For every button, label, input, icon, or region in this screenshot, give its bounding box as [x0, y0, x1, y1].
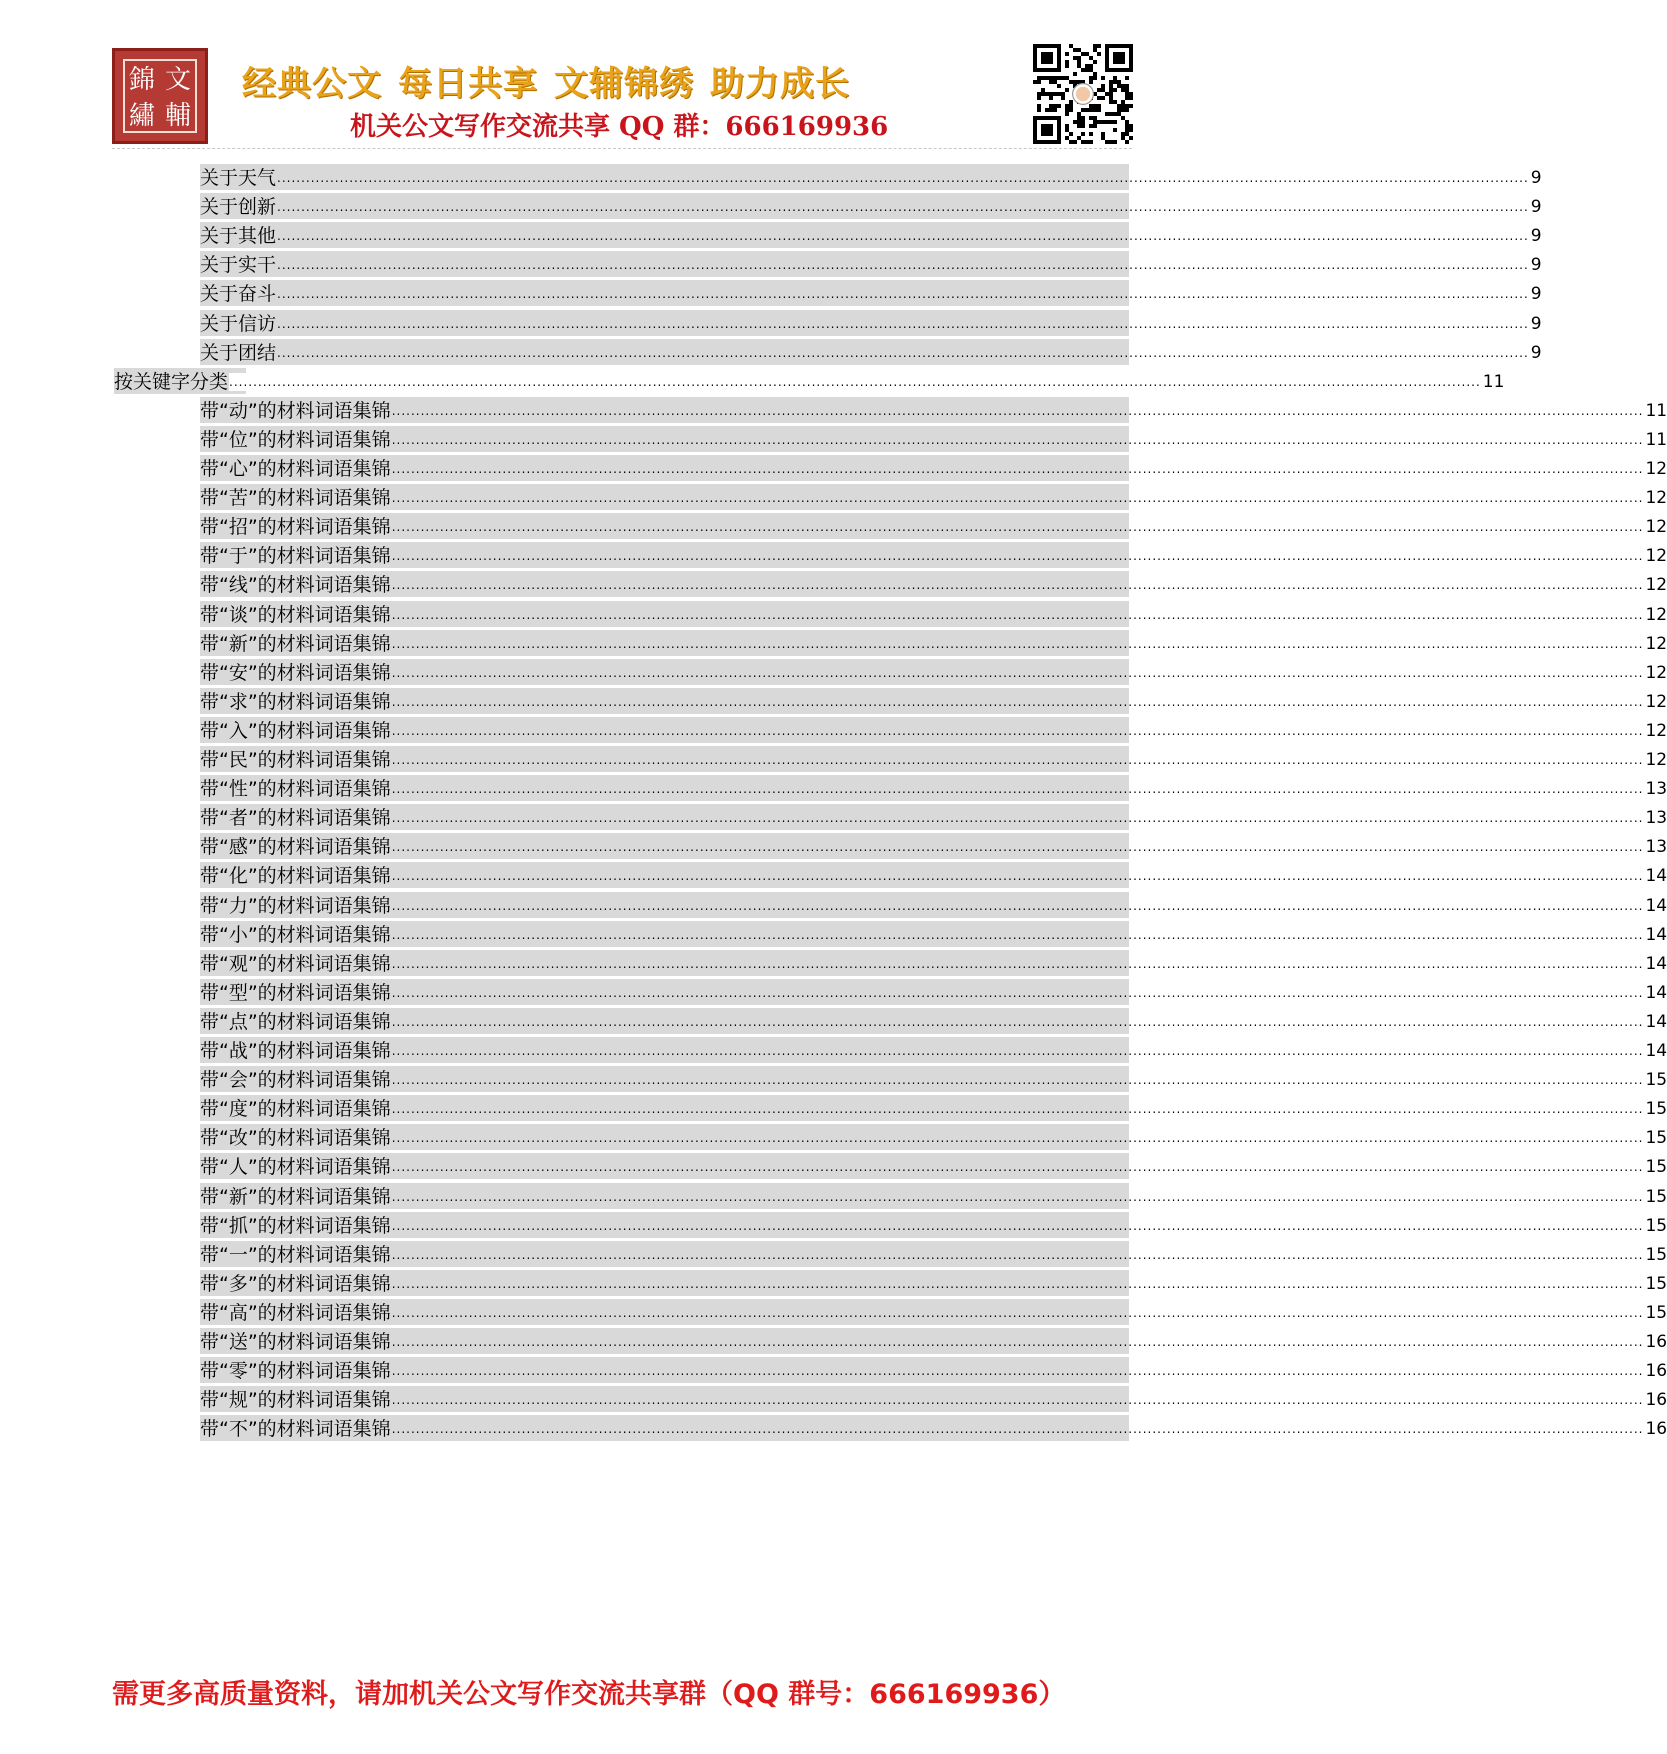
header-slogan	[242, 56, 866, 105]
toc-entry-title: 带“型”的材料词语集锦	[200, 982, 391, 1004]
toc-entry[interactable]	[200, 1241, 1667, 1267]
toc-entry[interactable]	[200, 601, 1667, 627]
toc-entry[interactable]	[200, 280, 1542, 306]
toc-entry-title: 关于天气	[200, 167, 277, 189]
toc-entry-page: 12	[1645, 663, 1667, 683]
toc-entry[interactable]	[200, 717, 1667, 743]
toc-entry-page: 12	[1645, 750, 1667, 770]
toc-entry[interactable]	[200, 484, 1667, 510]
toc-entry-page: 9	[1530, 343, 1542, 363]
toc-entry-title: 带“求”的材料词语集锦	[200, 691, 391, 713]
toc-entry[interactable]	[200, 1270, 1667, 1296]
toc-entry-page: 16	[1645, 1361, 1667, 1381]
toc-entry-page: 16	[1645, 1332, 1667, 1352]
header-qq-line: 机关公文写作交流共享 QQ 群：666169936	[350, 112, 889, 142]
toc-entry-title: 带“线”的材料词语集锦	[200, 574, 391, 596]
toc-entry[interactable]	[200, 921, 1667, 947]
toc-entry-title: 带“点”的材料词语集锦	[200, 1011, 391, 1033]
toc-entry-page: 15	[1645, 1274, 1667, 1294]
toc-entry-page: 15	[1645, 1099, 1667, 1119]
toc-entry[interactable]	[200, 746, 1667, 772]
toc-leader-dots: ....................................................................................................................................................................................................................................................................	[391, 637, 1644, 651]
toc-entry-page: 12	[1645, 517, 1667, 537]
toc-entry[interactable]	[200, 833, 1667, 859]
toc-leader-dots: ....................................................................................................................................................................................................................................................................	[391, 1160, 1644, 1174]
toc-entry-title: 带“化”的材料词语集锦	[200, 865, 391, 887]
toc-entry-title: 带“不”的材料词语集锦	[200, 1418, 391, 1440]
toc-entry-page: 12	[1645, 488, 1667, 508]
toc-entry-page: 13	[1645, 779, 1667, 799]
toc-entry-title: 带“人”的材料词语集锦	[200, 1156, 391, 1178]
toc-leader-dots: ....................................................................................................................................................................................................................................................................	[391, 608, 1644, 622]
toc-entry[interactable]	[200, 1153, 1667, 1179]
toc-entry-page: 12	[1645, 546, 1667, 566]
toc-entry-title: 带“会”的材料词语集锦	[200, 1069, 391, 1091]
toc-entry[interactable]	[200, 310, 1542, 336]
toc-entry-page: 13	[1645, 837, 1667, 857]
logo	[112, 48, 208, 144]
toc-entry[interactable]	[200, 688, 1667, 714]
toc-entry-title: 带“入”的材料词语集锦	[200, 720, 391, 742]
toc-entry[interactable]	[200, 1095, 1667, 1121]
toc-entry-title: 带“零”的材料词语集锦	[200, 1360, 391, 1382]
slogan-part: 每日共享	[398, 64, 538, 104]
toc-entry-title: 带“于”的材料词语集锦	[200, 545, 391, 567]
toc-entry-page: 12	[1645, 575, 1667, 595]
toc-entry-title: 带“改”的材料词语集锦	[200, 1127, 391, 1149]
toc-entry[interactable]	[200, 455, 1667, 481]
toc-leader-dots: ....................................................................................................................................................................................................................................................................	[391, 928, 1644, 942]
toc-entry-page: 15	[1645, 1157, 1667, 1177]
toc-entry[interactable]	[200, 397, 1667, 423]
toc-leader-dots: ....................................................................................................................................................................................................................................................................	[391, 840, 1644, 854]
toc-entry-title: 带“感”的材料词语集锦	[200, 836, 391, 858]
toc-leader-dots: ....................................................................................................................................................................................................................................................................	[391, 1190, 1644, 1204]
toc-entry[interactable]	[200, 222, 1542, 248]
toc-entry-title: 带“一”的材料词语集锦	[200, 1244, 391, 1266]
toc-leader-dots: ....................................................................................................................................................................................................................................................................	[391, 753, 1644, 767]
toc-entry[interactable]	[200, 1212, 1667, 1238]
toc-entry-page: 15	[1645, 1216, 1667, 1236]
toc-entry[interactable]	[200, 339, 1542, 365]
toc-entry-page: 12	[1645, 634, 1667, 654]
toc-entry[interactable]	[200, 164, 1542, 190]
toc-entry[interactable]	[114, 368, 1505, 394]
toc-entry-title: 关于信访	[200, 313, 277, 335]
toc-entry-title: 带“度”的材料词语集锦	[200, 1098, 391, 1120]
toc-entry[interactable]	[200, 950, 1667, 976]
toc-entry-page: 11	[1482, 372, 1505, 392]
toc-entry[interactable]	[200, 862, 1667, 888]
toc-entry-page: 9	[1530, 226, 1542, 246]
toc-entry-page: 15	[1645, 1187, 1667, 1207]
toc-entry-title: 带“动”的材料词语集锦	[200, 400, 391, 422]
toc-leader-dots: ....................................................................................................................................................................................................................................................................	[391, 1219, 1644, 1233]
toc-entry-page: 14	[1645, 925, 1667, 945]
footer-note: 需更多高质量资料，请加机关公文写作交流共享群（QQ 群号：666169936）	[112, 1679, 1066, 1710]
toc-entry-title: 关于奋斗	[200, 283, 277, 305]
toc-entry[interactable]	[200, 1328, 1667, 1354]
toc-entry[interactable]	[200, 630, 1667, 656]
toc-entry[interactable]	[200, 979, 1667, 1005]
toc-entry-page: 9	[1530, 168, 1542, 188]
toc-entry-page: 16	[1645, 1390, 1667, 1410]
toc-leader-dots: ....................................................................................................................................................................................................................................................................	[391, 404, 1644, 418]
toc-entry-page: 9	[1530, 197, 1542, 217]
toc-entry-title: 带“民”的材料词语集锦	[200, 749, 391, 771]
toc-entry[interactable]	[200, 1183, 1667, 1209]
toc-entry-title: 带“心”的材料词语集锦	[200, 458, 391, 480]
toc-leader-dots: ....................................................................................................................................................................................................................................................................	[391, 1277, 1644, 1291]
toc-entry[interactable]	[200, 659, 1667, 685]
toc-leader-dots: ....................................................................................................................................................................................................................................................................	[391, 462, 1644, 476]
toc-leader-dots: ....................................................................................................................................................................................................................................................................	[229, 375, 1481, 389]
toc-entry-page: 9	[1530, 284, 1542, 304]
toc-entry-title: 带“力”的材料词语集锦	[200, 895, 391, 917]
toc-leader-dots: ....................................................................................................................................................................................................................................................................	[391, 666, 1644, 680]
toc-entry-title: 带“规”的材料词语集锦	[200, 1389, 391, 1411]
logo-char: 輔	[164, 101, 191, 131]
toc-entry[interactable]	[200, 1299, 1667, 1325]
toc-entry-page: 15	[1645, 1070, 1667, 1090]
toc-entry-title: 带“者”的材料词语集锦	[200, 807, 391, 829]
toc-entry[interactable]	[200, 775, 1667, 801]
toc-leader-dots: ....................................................................................................................................................................................................................................................................	[391, 1422, 1644, 1436]
toc-leader-dots: ....................................................................................................................................................................................................................................................................	[391, 899, 1644, 913]
toc-entry-title: 带“安”的材料词语集锦	[200, 662, 391, 684]
toc-entry-title: 关于创新	[200, 196, 277, 218]
toc-entry-page: 14	[1645, 983, 1667, 1003]
toc-entry-page: 16	[1645, 1419, 1667, 1439]
toc-entry[interactable]	[200, 571, 1667, 597]
toc-leader-dots: ....................................................................................................................................................................................................................................................................	[391, 957, 1644, 971]
toc-leader-dots: ....................................................................................................................................................................................................................................................................	[391, 1044, 1644, 1058]
toc-leader-dots: ....................................................................................................................................................................................................................................................................	[277, 171, 1529, 185]
slogan-part: 经典公文	[242, 64, 382, 104]
page-header	[112, 44, 1132, 150]
toc-entry-title: 带“小”的材料词语集锦	[200, 924, 391, 946]
toc-entry-title: 带“观”的材料词语集锦	[200, 953, 391, 975]
toc-entry-page: 14	[1645, 896, 1667, 916]
toc-leader-dots: ....................................................................................................................................................................................................................................................................	[391, 1131, 1644, 1145]
qr-code-icon	[1033, 44, 1133, 144]
toc-leader-dots: ....................................................................................................................................................................................................................................................................	[391, 1248, 1644, 1262]
toc-leader-dots: ....................................................................................................................................................................................................................................................................	[391, 1306, 1644, 1320]
toc-entry[interactable]	[200, 513, 1667, 539]
toc-entry[interactable]	[200, 251, 1542, 277]
toc-leader-dots: ....................................................................................................................................................................................................................................................................	[391, 1102, 1644, 1116]
toc-leader-dots: ....................................................................................................................................................................................................................................................................	[277, 287, 1529, 301]
toc-entry[interactable]	[200, 1124, 1667, 1150]
toc-entry-page: 12	[1645, 692, 1667, 712]
toc-leader-dots: ....................................................................................................................................................................................................................................................................	[277, 229, 1529, 243]
toc-entry-page: 15	[1645, 1128, 1667, 1148]
toc-entry[interactable]	[200, 1357, 1667, 1383]
toc-leader-dots: ....................................................................................................................................................................................................................................................................	[391, 986, 1644, 1000]
toc-entry-page: 15	[1645, 1245, 1667, 1265]
toc-entry-title: 按关键字分类	[114, 371, 229, 393]
toc-entry-title: 带“谈”的材料词语集锦	[200, 604, 391, 626]
toc-leader-dots: ....................................................................................................................................................................................................................................................................	[391, 782, 1644, 796]
toc-entry[interactable]	[200, 892, 1667, 918]
toc-entry[interactable]	[200, 1008, 1667, 1034]
toc-entry[interactable]	[200, 1415, 1667, 1441]
header-divider	[112, 148, 1132, 149]
toc-leader-dots: ....................................................................................................................................................................................................................................................................	[277, 200, 1529, 214]
toc-leader-dots: ....................................................................................................................................................................................................................................................................	[277, 317, 1529, 331]
slogan-part: 文辅锦绣	[554, 64, 694, 104]
toc-leader-dots: ....................................................................................................................................................................................................................................................................	[391, 1393, 1644, 1407]
toc-entry-title: 带“送”的材料词语集锦	[200, 1331, 391, 1353]
toc-entry-title: 关于其他	[200, 225, 277, 247]
toc-leader-dots: ....................................................................................................................................................................................................................................................................	[277, 258, 1529, 272]
toc-entry[interactable]	[200, 1386, 1667, 1412]
toc-entry-page: 15	[1645, 1303, 1667, 1323]
toc-leader-dots: ....................................................................................................................................................................................................................................................................	[391, 491, 1644, 505]
toc-entry-title: 带“抓”的材料词语集锦	[200, 1215, 391, 1237]
toc-entry-page: 14	[1645, 866, 1667, 886]
toc-leader-dots: ....................................................................................................................................................................................................................................................................	[391, 1364, 1644, 1378]
toc-entry-page: 14	[1645, 1012, 1667, 1032]
toc-entry-page: 9	[1530, 255, 1542, 275]
toc-entry[interactable]	[200, 193, 1542, 219]
toc-entry[interactable]	[200, 426, 1667, 452]
toc-entry-title: 带“新”的材料词语集锦	[200, 633, 391, 655]
logo-char: 文	[164, 65, 191, 95]
logo-char: 繡	[128, 101, 155, 131]
toc-entry[interactable]	[200, 804, 1667, 830]
toc-entry-title: 带“新”的材料词语集锦	[200, 1186, 391, 1208]
toc-entry-title: 带“高”的材料词语集锦	[200, 1302, 391, 1324]
toc-leader-dots: ....................................................................................................................................................................................................................................................................	[391, 1335, 1644, 1349]
toc-leader-dots: ....................................................................................................................................................................................................................................................................	[391, 520, 1644, 534]
toc-leader-dots: ....................................................................................................................................................................................................................................................................	[277, 346, 1529, 360]
toc-entry-title: 带“战”的材料词语集锦	[200, 1040, 391, 1062]
toc-entry-title: 带“性”的材料词语集锦	[200, 778, 391, 800]
toc-leader-dots: ....................................................................................................................................................................................................................................................................	[391, 695, 1644, 709]
toc-leader-dots: ....................................................................................................................................................................................................................................................................	[391, 433, 1644, 447]
toc-leader-dots: ....................................................................................................................................................................................................................................................................	[391, 1073, 1644, 1087]
toc-entry-title: 带“招”的材料词语集锦	[200, 516, 391, 538]
toc-entry-title: 带“位”的材料词语集锦	[200, 429, 391, 451]
toc-entry-title: 关于实干	[200, 254, 277, 276]
toc-entry-title: 关于团结	[200, 342, 277, 364]
toc-entry-page: 12	[1645, 459, 1667, 479]
toc-leader-dots: ....................................................................................................................................................................................................................................................................	[391, 811, 1644, 825]
toc-entry-title: 带“苦”的材料词语集锦	[200, 487, 391, 509]
toc-entry[interactable]	[200, 1037, 1667, 1063]
toc-entry-page: 9	[1530, 314, 1542, 334]
toc-leader-dots: ....................................................................................................................................................................................................................................................................	[391, 549, 1644, 563]
toc-entry-title: 带“多”的材料词语集锦	[200, 1273, 391, 1295]
toc-entry-page: 14	[1645, 1041, 1667, 1061]
toc-entry[interactable]	[200, 1066, 1667, 1092]
toc-entry[interactable]	[200, 542, 1667, 568]
toc-leader-dots: ....................................................................................................................................................................................................................................................................	[391, 578, 1644, 592]
logo-char: 錦	[128, 65, 155, 95]
toc-entry-page: 12	[1645, 721, 1667, 741]
toc-leader-dots: ....................................................................................................................................................................................................................................................................	[391, 724, 1644, 738]
toc-entry-page: 12	[1645, 605, 1667, 625]
toc-leader-dots: ....................................................................................................................................................................................................................................................................	[391, 1015, 1644, 1029]
toc-entry-page: 13	[1645, 808, 1667, 828]
toc-entry-page: 11	[1645, 401, 1667, 421]
slogan-part: 助力成长	[710, 64, 850, 104]
toc-entry-page: 14	[1645, 954, 1667, 974]
toc-leader-dots: ....................................................................................................................................................................................................................................................................	[391, 869, 1644, 883]
toc-entry-page: 11	[1645, 430, 1667, 450]
